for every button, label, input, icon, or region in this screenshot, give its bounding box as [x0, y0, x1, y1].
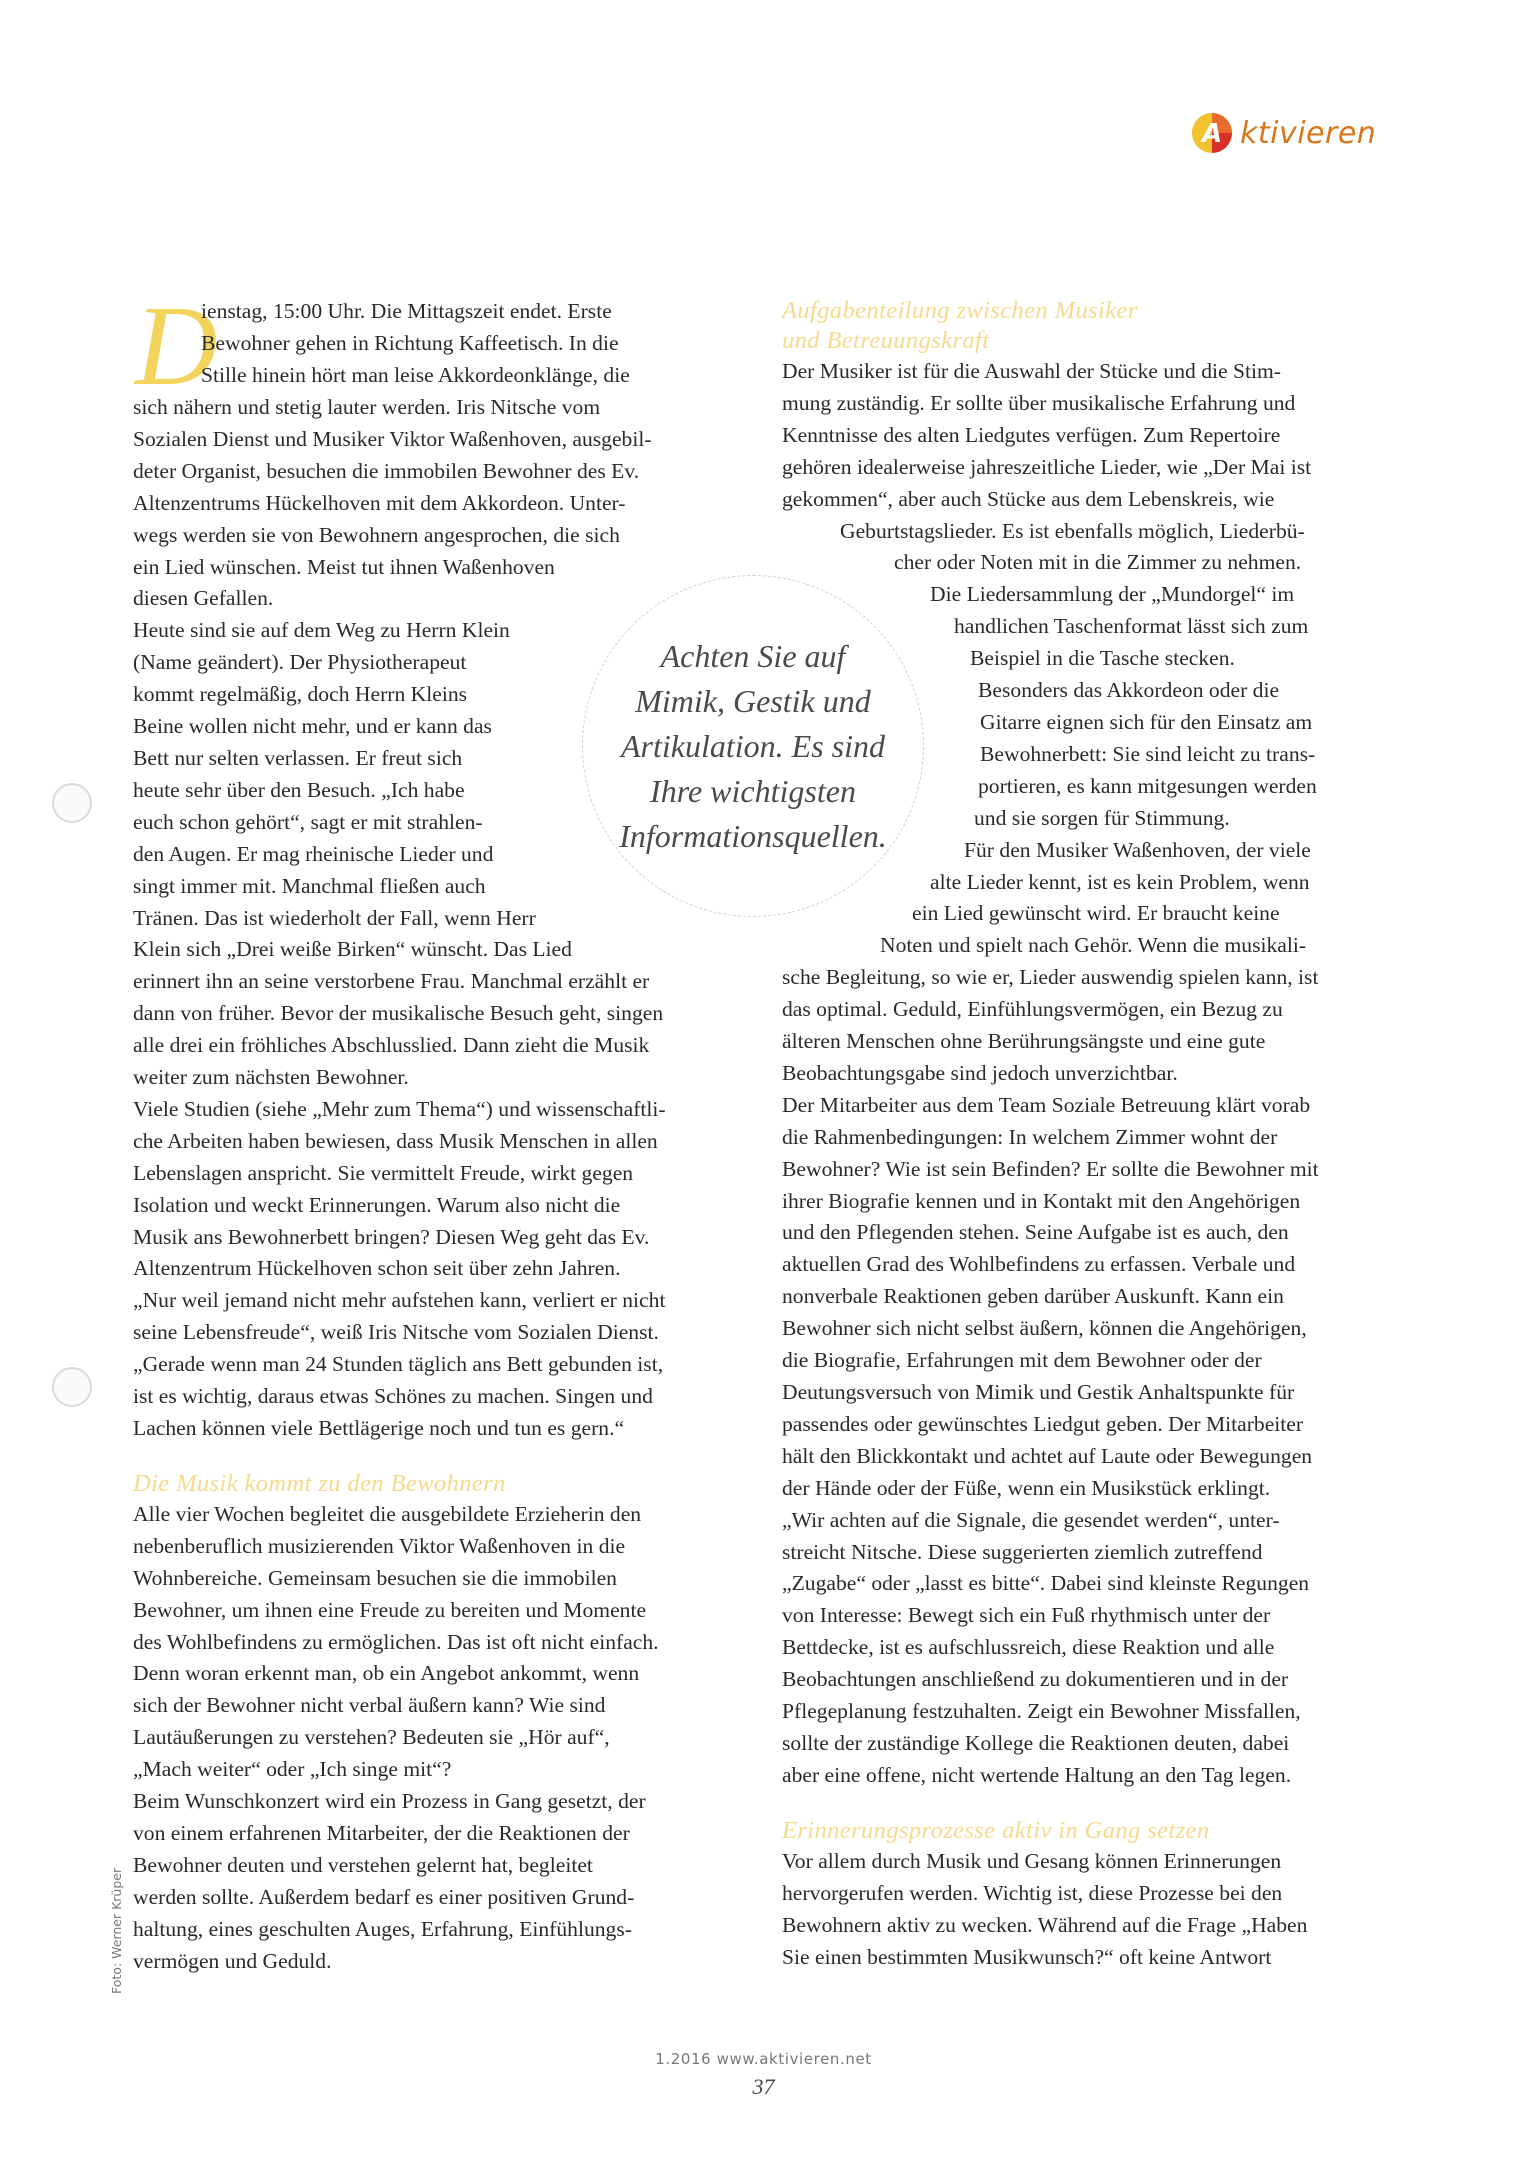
text-line: aber eine offene, nicht wertende Haltung an den Tag legen. — [782, 1762, 1292, 1787]
punch-hole — [52, 783, 92, 823]
section-heading: und Betreuungskraft — [782, 327, 990, 354]
text-line: diesen Gefallen. — [133, 586, 274, 611]
intro-line: Stille hinein hört man leise Akkordeonklänge, die — [201, 362, 630, 387]
body-text — [782, 1846, 1394, 1974]
text-line: Denn woran erkennt man, ob ein Angebot ankommt, wenn — [133, 1661, 640, 1686]
text-line: ist es wichtig, daraus etwas Schönes zu machen. Singen und — [133, 1384, 653, 1409]
text-line: Alle vier Wochen begleitet die ausgebildete Erzieherin den — [133, 1501, 642, 1526]
text-line: sollte der zuständige Kollege die Reaktionen deuten, dabei — [782, 1730, 1290, 1755]
text-line: das optimal. Geduld, Einfühlungsvermögen, ein Bezug zu — [782, 997, 1283, 1022]
text-line: kommt regelmäßig, doch Herrn Kleins — [133, 682, 468, 707]
text-line: nonverbale Reaktionen geben darüber Auskunft. Kann ein — [782, 1284, 1284, 1309]
text-line: Deutungsversuch von Mimik und Gestik Anhaltspunkte für — [782, 1380, 1295, 1404]
text-line: ein Lied gewünscht wird. Er braucht keine — [912, 901, 1280, 926]
text-line: „Gerade wenn man 24 Stunden täglich ans Bett gebunden ist, — [133, 1352, 664, 1377]
text-line: vermögen und Geduld. — [133, 1948, 332, 1973]
text-line: von einem erfahrenen Mitarbeiter, der die Reaktionen der — [133, 1820, 630, 1845]
text-line: che Arbeiten haben bewiesen, dass Musik Menschen in allen — [133, 1128, 658, 1153]
text-line: Viele Studien (siehe „Mehr zum Thema“) und wissenschaftli- — [133, 1096, 666, 1121]
text-line: „Wir achten auf die Signale, die gesendet werden“, unter- — [782, 1507, 1280, 1532]
text-line: heute sehr über den Besuch. „Ich habe — [133, 777, 465, 802]
text-line: Heute sind sie auf dem Weg zu Herrn Klein — [133, 618, 510, 643]
text-line: Lautäußerungen zu verstehen? Bedeuten sie „Hör auf“, — [133, 1725, 610, 1750]
text-line: Gitarre eignen sich für den Einsatz am — [980, 709, 1313, 734]
text-line: alte Lieder kennt, ist es kein Problem, wenn — [930, 869, 1310, 894]
text-line: dann von früher. Bevor der musikalische Besuch geht, singen — [133, 1001, 664, 1026]
left-column — [133, 282, 745, 1978]
intro-line: ienstag, 15:00 Uhr. Die Mittagszeit endet. Erste — [201, 299, 612, 323]
callout-line: Informationsquellen. — [619, 817, 887, 854]
text-line: Altenzentrum Hückelhoven schon seit über zehn Jahren. — [133, 1256, 621, 1281]
text-line: Wohnbereiche. Gemeinsam besuchen sie die immobilen — [133, 1565, 617, 1590]
text-line: aktuellen Grad des Wohlbefindens zu erfassen. Verbale und — [782, 1252, 1296, 1277]
text-line: Tränen. Das ist wiederholt der Fall, wenn Herr — [133, 905, 536, 930]
text-line: Noten und spielt nach Gehör. Wenn die musikali- — [880, 933, 1307, 958]
text-line: portieren, es kann mitgesungen werden — [978, 773, 1317, 798]
text-line: „Zugabe“ oder „lasst es bitte“. Dabei sind kleinste Regungen — [782, 1571, 1310, 1596]
drop-cap: D — [135, 282, 218, 409]
text-line: ihrer Biografie kennen und in Kontakt mit den Angehörigen — [782, 1188, 1301, 1213]
photo-credit: Foto: Werner Krüper — [109, 1867, 124, 1994]
text-line: weiter zum nächsten Bewohner. — [133, 1065, 409, 1090]
text-line: Der Musiker ist für die Auswahl der Stücke und die Stim- — [782, 359, 1281, 383]
text-line: den Augen. Er mag rheinische Lieder und — [133, 841, 494, 866]
text-line: „Mach weiter“ oder „Ich singe mit“? — [133, 1757, 452, 1782]
text-line: hält den Blickkontakt und achtet auf Laute oder Bewegungen — [782, 1443, 1313, 1468]
text-line: passendes oder gewünschtes Liedgut geben. Der Mitarbeiter — [782, 1411, 1304, 1436]
text-line: Bettdecke, ist es aufschlussreich, diese Reaktion und alle — [782, 1635, 1275, 1660]
text-line: deter Organist, besuchen die immobilen Bewohner des Ev. — [133, 458, 640, 483]
callout-line: Artikulation. Es sind — [621, 727, 885, 764]
text-line: Der Mitarbeiter aus dem Team Soziale Betreuung klärt vorab — [782, 1092, 1311, 1117]
text-line: des Wohlbefindens zu ermöglichen. Das ist oft nicht einfach. — [133, 1629, 659, 1654]
text-line: von Interesse: Bewegt sich ein Fuß rhythmisch unter der — [782, 1603, 1271, 1628]
text-line: Bewohner deuten und verstehen gelernt hat, begleitet — [133, 1852, 593, 1877]
text-line: Die Liedersammlung der „Mundorgel“ im — [930, 582, 1295, 607]
pull-quote-callout — [582, 575, 924, 917]
text-line: Beobachtungsgabe sind jedoch unverzichtbar. — [782, 1060, 1178, 1085]
section-heading: Erinnerungsprozesse aktiv in Gang setzen — [782, 1816, 1210, 1844]
text-line: hervorgerufen werden. Wichtig ist, diese Prozesse bei den — [782, 1880, 1283, 1905]
text-line: alle drei ein fröhliches Abschlusslied. Dann zieht die Musik — [133, 1033, 650, 1058]
text-line: Lebenslagen anspricht. Sie vermittelt Freude, wirkt gegen — [133, 1160, 634, 1185]
text-line: Beim Wunschkonzert wird ein Prozess in Gang gesetzt, der — [133, 1789, 646, 1814]
right-column — [782, 296, 1394, 1973]
svg-text:A: A — [1201, 119, 1223, 149]
text-line: älteren Menschen ohne Berührungsängste und eine gute — [782, 1029, 1266, 1054]
text-line: wegs werden sie von Bewohnern angesprochen, die sich — [133, 522, 620, 547]
text-line: nebenberuflich musizierenden Viktor Waßenhoven in die — [133, 1533, 626, 1558]
callout-line: Ihre wichtigsten — [650, 772, 856, 809]
text-line: Bett nur selten verlassen. Er freut sich — [133, 745, 463, 770]
text-line: sich nähern und stetig lauter werden. Iris Nitsche vom — [133, 395, 601, 419]
text-line: streicht Nitsche. Diese suggerierten ziemlich zutreffend — [782, 1539, 1263, 1564]
text-line: Isolation und weckt Erinnerungen. Warum also nicht die — [133, 1192, 621, 1217]
text-line: Bewohner sich nicht selbst äußern, können die Angehörigen, — [782, 1316, 1307, 1341]
text-line: Geburtstagslieder. Es ist ebenfalls möglich, Liederbü- — [840, 518, 1305, 543]
punch-hole — [52, 1367, 92, 1407]
text-line: Bewohner, um ihnen eine Freude zu bereiten und Momente — [133, 1597, 647, 1622]
text-line: Vor allem durch Musik und Gesang können Erinnerungen — [782, 1848, 1282, 1873]
brand-logo — [1188, 108, 1376, 158]
text-line: Bewohnern aktiv zu wecken. Während auf die Frage „Haben — [782, 1912, 1308, 1937]
text-line: gekommen“, aber auch Stücke aus dem Lebenskreis, wie — [782, 486, 1275, 511]
text-line: Beobachtungen anschließend zu dokumentieren und in der — [782, 1667, 1289, 1692]
logo-text: ktivieren — [1240, 115, 1377, 151]
text-line: die Biografie, Erfahrungen mit dem Bewohner oder der — [782, 1348, 1262, 1373]
text-line: sich der Bewohner nicht verbal äußern kann? Wie sind — [133, 1693, 606, 1718]
text-line: euch schon gehört“, sagt er mit strahlen- — [133, 809, 483, 834]
text-line: die Rahmenbedingungen: In welchem Zimmer wohnt der — [782, 1124, 1278, 1149]
section-heading: Aufgabenteilung zwischen Musiker — [782, 297, 1138, 324]
body-text — [782, 356, 1394, 1792]
text-line: seine Lebensfreude“, weiß Iris Nitsche vom Sozialen Dienst. — [133, 1320, 659, 1345]
text-line: haltung, eines geschulten Auges, Erfahrung, Einfühlungs- — [133, 1916, 632, 1941]
section-heading: Die Musik kommt zu den Bewohnern — [133, 1469, 506, 1497]
aktivieren-logo-icon — [1188, 109, 1236, 157]
body-text — [133, 392, 745, 1445]
text-line: Bewohner? Wie ist sein Befinden? Er sollte die Bewohner mit — [782, 1156, 1319, 1181]
text-line: Besonders das Akkordeon oder die — [978, 678, 1280, 703]
page-number: 37 — [752, 2074, 775, 2099]
text-line: (Name geändert). Der Physiotherapeut — [133, 650, 467, 675]
text-line: Für den Musiker Waßenhoven, der viele — [964, 837, 1311, 862]
text-line: Altenzentrums Hückelhoven mit dem Akkordeon. Unter- — [133, 490, 626, 515]
text-line: singt immer mit. Manchmal fließen auch — [133, 873, 486, 898]
text-line: der Hände oder der Füße, wenn ein Musikstück erklingt. — [782, 1475, 1271, 1500]
text-line: gehören idealerweise jahreszeitliche Lieder, wie „Der Mai ist — [782, 454, 1312, 479]
text-line: und sie sorgen für Stimmung. — [974, 805, 1230, 830]
text-line: Kenntnisse des alten Liedgutes verfügen. Zum Repertoire — [782, 422, 1281, 447]
text-line: Musik ans Bewohnerbett bringen? Diesen Weg geht das Ev. — [133, 1224, 650, 1249]
body-text — [133, 1499, 745, 1978]
footer-issue-url: 1.2016 www.aktivieren.net — [655, 2050, 872, 2068]
text-line: Bewohnerbett: Sie sind leicht zu trans- — [980, 741, 1316, 766]
text-line: und den Pflegenden stehen. Seine Aufgabe ist es auch, den — [782, 1220, 1289, 1245]
text-line: werden sollte. Außerdem bedarf es einer positiven Grund- — [133, 1884, 635, 1909]
intro-line: Bewohner gehen in Richtung Kaffeetisch. In die — [201, 330, 619, 355]
text-line: Klein sich „Drei weiße Birken“ wünscht. Das Lied — [133, 937, 572, 962]
text-line: Beispiel in die Tasche stecken. — [970, 646, 1235, 671]
text-line: Beine wollen nicht mehr, und er kann das — [133, 714, 492, 739]
text-line: „Nur weil jemand nicht mehr aufstehen kann, verliert er nicht — [133, 1288, 666, 1313]
text-line: Sie einen bestimmten Musikwunsch?“ oft keine Antwort — [782, 1944, 1272, 1969]
text-line: Pflegeplanung festzuhalten. Zeigt ein Bewohner Missfallen, — [782, 1699, 1301, 1724]
text-line: handlichen Taschenformat lässt sich zum — [954, 614, 1309, 639]
callout-line: Mimik, Gestik und — [635, 682, 871, 719]
callout-line: Achten Sie auf — [660, 637, 846, 674]
text-line: Lachen können viele Bettlägerige noch und tun es gern.“ — [133, 1416, 625, 1440]
text-line: mung zuständig. Er sollte über musikalische Erfahrung und — [782, 390, 1296, 415]
text-line: Sozialen Dienst und Musiker Viktor Waßenhoven, ausgebil- — [133, 426, 652, 451]
text-line: cher oder Noten mit in die Zimmer zu nehmen. — [894, 550, 1302, 575]
text-line: erinnert ihn an seine verstorbene Frau. Manchmal erzählt er — [133, 969, 650, 994]
text-line: ein Lied wünschen. Meist tut ihnen Waßenhoven — [133, 554, 555, 579]
text-line: sche Begleitung, so wie er, Lieder auswendig spielen kann, ist — [782, 965, 1319, 990]
